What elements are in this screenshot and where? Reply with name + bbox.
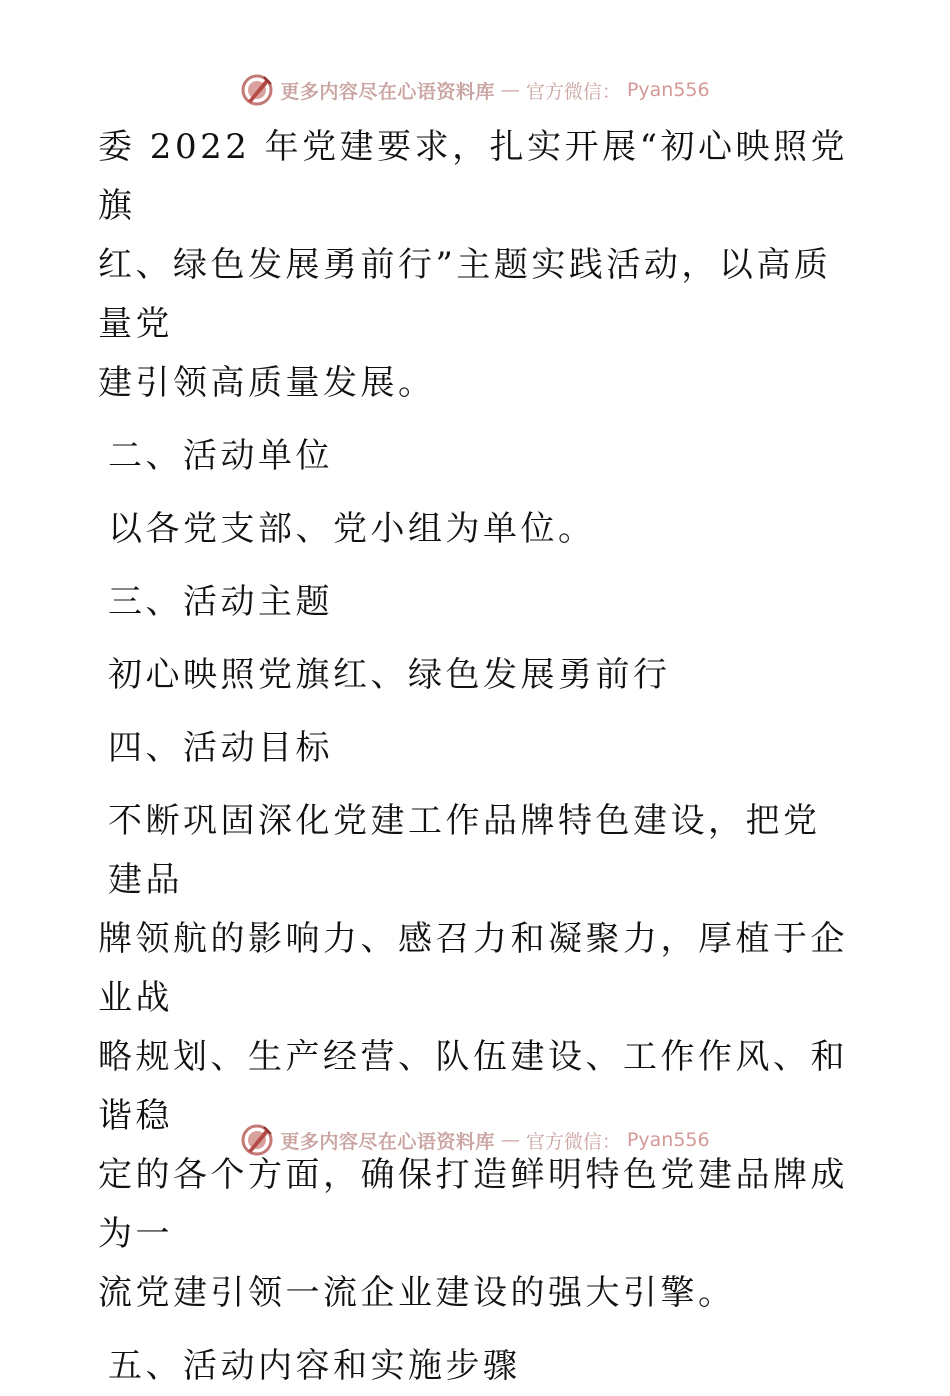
banner-dash: — [500,79,520,101]
footer-wechat-label: 官方微信： [525,1130,621,1153]
banner-wechat-label: 官方微信： [525,80,621,103]
quill-pen-circle-icon [240,73,274,107]
intro-line: 建引领高质量发展。 [98,363,436,403]
section-heading-5: 五、活动内容和实施步骤 [108,1346,521,1386]
footer-dash: — [500,1129,520,1151]
section-heading-3: 三、活动主题 [108,582,333,622]
section-text-2: 以各党支部、党小组为单位。 [108,509,596,549]
intro-line: 红、绿色发展勇前行”主题实践活动，以高质量党 [98,245,832,344]
section-text-4-line: 略规划、生产经营、队伍建设、工作作风、和谐稳 [98,1037,848,1136]
header-banner [0,70,950,110]
intro-line: 委 2022 年党建要求，扎实开展“初心映照党旗 [98,127,849,226]
section-heading-2: 二、活动单位 [108,436,333,476]
section-text-3: 初心映照党旗红、绿色发展勇前行 [108,655,671,695]
footer-wechat-id: Pyan556 [626,1129,710,1151]
document-body [98,118,850,1396]
banner-brand-text: 更多内容尽在心语资料库 [280,80,495,103]
section-text-4-line: 流党建引领一流企业建设的强大引擎。 [98,1273,736,1313]
quill-pen-circle-icon [240,1123,274,1157]
footer-brand-text: 更多内容尽在心语资料库 [280,1130,495,1153]
section-text-4-line: 牌领航的影响力、感召力和凝聚力，厚植于企业战 [98,919,848,1018]
banner-wechat-id: Pyan556 [626,79,710,101]
section-text-4-line: 不断巩固深化党建工作品牌特色建设，把党建品 [108,801,821,900]
section-heading-4: 四、活动目标 [108,728,333,768]
footer-banner [0,1120,950,1160]
section-text-4-line: 定的各个方面，确保打造鲜明特色党建品牌成为一 [98,1155,848,1254]
